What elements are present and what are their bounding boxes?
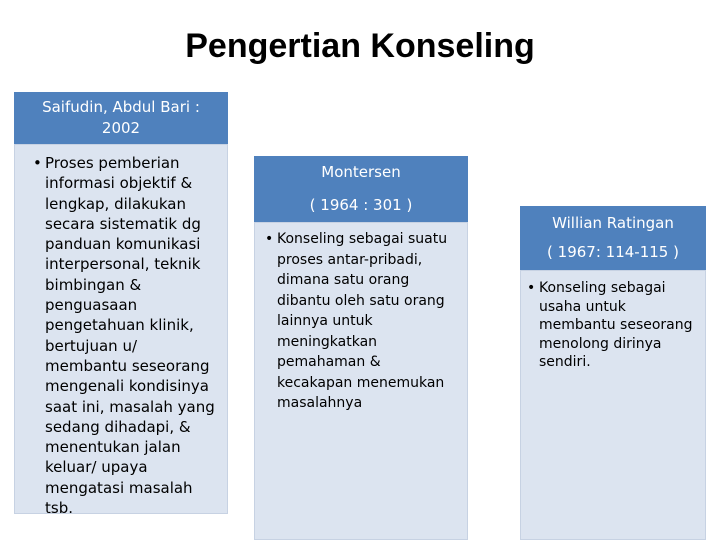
column-header-author: Montersen: [321, 163, 401, 181]
column-body-ratingan: [520, 270, 706, 540]
bullet-dot: •: [33, 154, 42, 172]
bullet-dot: •: [527, 280, 536, 296]
column-header-year: ( 1967: 114-115 ): [547, 243, 679, 261]
column-header-author: Saifudin, Abdul Bari :: [42, 98, 200, 116]
definition-bullet: [265, 229, 457, 414]
definition-text: Konseling sebagai usaha untuk membantu seseorang menolong dirinya sendiri.: [539, 280, 693, 370]
column-body-saifudin: [14, 144, 228, 518]
column-header-author: Willian Ratingan: [552, 214, 674, 232]
column-header-saifudin: [14, 92, 228, 144]
column-body-montersen: [254, 222, 468, 540]
definition-text: Konseling sebagai suatu proses antar-pribadi, dimana satu orang dibantu oleh satu orang lainnya untuk meningkatkan pemahaman & kecakapan menemukan masalahnya: [277, 231, 448, 411]
definition-bullet: [527, 279, 701, 372]
column-header-ratingan: [520, 206, 706, 270]
definition-text: Proses pemberian informasi objektif & lengkap, dilakukan secara sistematik dg panduan komunikasi interpersonal, teknik bimbingan & penguasaan pengetahuan klinik, bertujuan u/ membantu seseorang mengenali kondisinya saat ini, masalah yang sedang dihadapi, & menentukan jalan keluar/ upaya mengatasi masalah tsb.: [45, 154, 215, 518]
column-header-montersen: [254, 156, 468, 222]
bullet-dot: •: [265, 231, 274, 247]
column-header-year: ( 1964 : 301 ): [309, 196, 413, 214]
slide-title: Pengertian Konseling: [185, 27, 535, 65]
column-header-year: 2002: [101, 119, 141, 137]
definition-bullet: [33, 153, 221, 518]
